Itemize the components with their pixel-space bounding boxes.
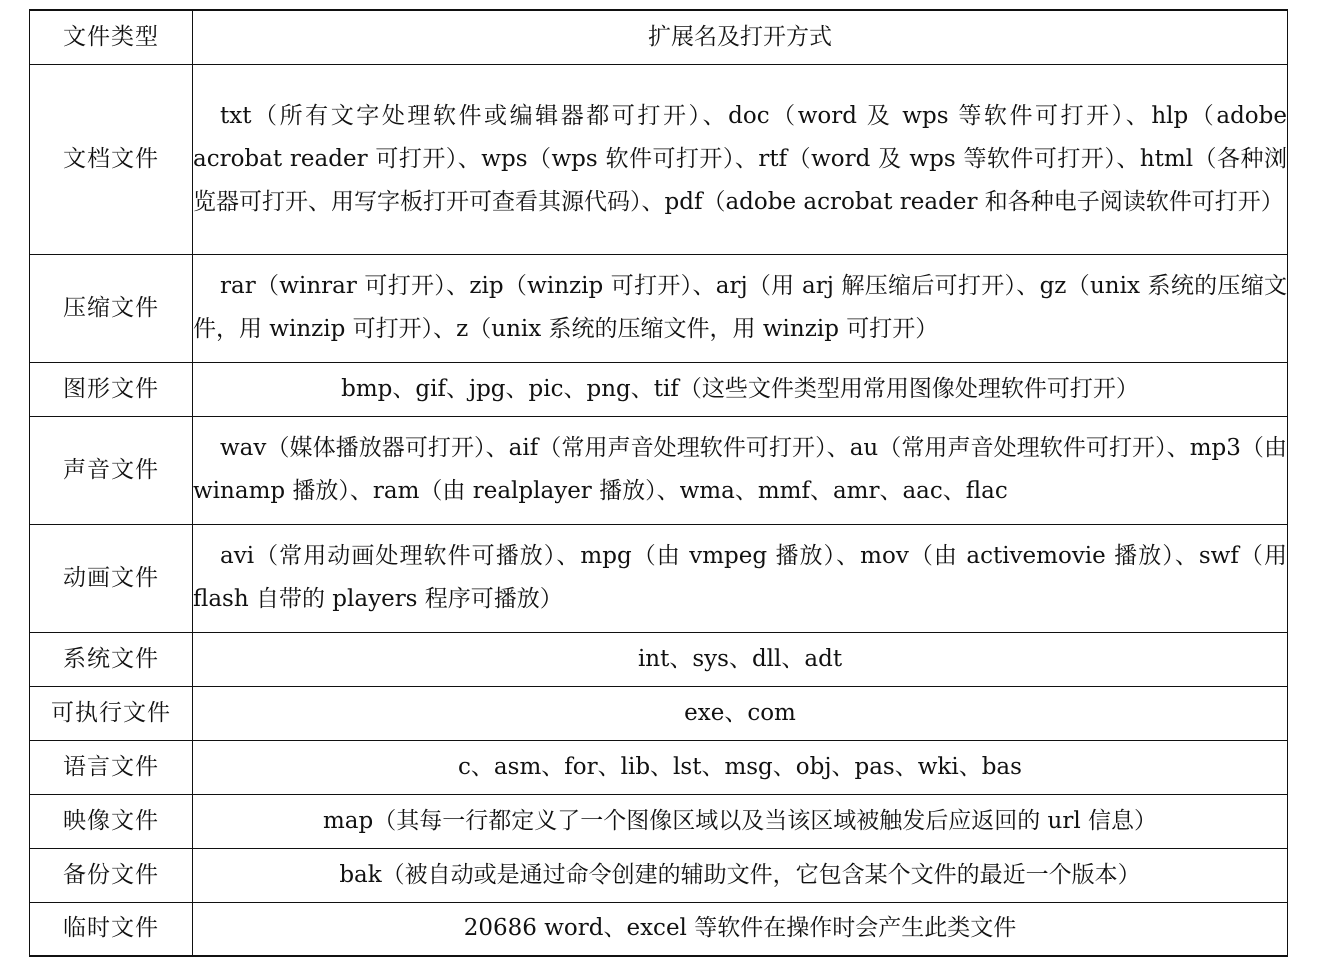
row-type-cell: 文档文件	[30, 64, 193, 254]
row-type-cell: 可执行文件	[30, 686, 193, 740]
row-desc-cell: map（其每一行都定义了一个图像区域以及当该区域被触发后应返回的 url 信息）	[193, 794, 1288, 848]
row-desc-text: wav（媒体播放器可打开）、aif（常用声音处理软件可打开）、au（常用声音处理软件可打开）、mp3（由 winamp 播放）、ram（由 realplayer 播放）、wma、mmf、amr、aac、flac	[193, 435, 1287, 504]
row-desc-cell: int、sys、dll、adt	[193, 632, 1288, 686]
table-row	[30, 794, 1288, 848]
row-type-cell: 临时文件	[30, 902, 193, 956]
row-desc-cell: c、asm、for、lib、lst、msg、obj、pas、wki、bas	[193, 740, 1288, 794]
row-desc-cell: exe、com	[193, 686, 1288, 740]
row-type-cell: 动画文件	[30, 524, 193, 632]
row-desc-cell: bak（被自动或是通过命令创建的辅助文件，它包含某个文件的最近一个版本）	[193, 848, 1288, 902]
row-type-cell: 压缩文件	[30, 254, 193, 362]
header-type-cell: 文件类型	[30, 10, 193, 64]
row-desc-text: avi（常用动画处理软件可播放）、mpg（由 vmpeg 播放）、mov（由 activemovie 播放）、swf（用 flash 自带的 players 程序可播放）	[193, 543, 1287, 612]
row-type-cell: 备份文件	[30, 848, 193, 902]
table-row	[30, 632, 1288, 686]
table-row	[30, 686, 1288, 740]
table-row	[30, 254, 1288, 362]
table-header-row	[30, 10, 1288, 64]
row-desc-cell	[193, 416, 1288, 524]
file-type-table	[29, 9, 1288, 957]
row-desc-cell: bmp、gif、jpg、pic、png、tif（这些文件类型用常用图像处理软件可打开）	[193, 362, 1288, 416]
table-row	[30, 416, 1288, 524]
header-desc-cell: 扩展名及打开方式	[193, 10, 1288, 64]
row-desc-text: rar（winrar 可打开）、zip（winzip 可打开）、arj（用 arj 解压缩后可打开）、gz（unix 系统的压缩文件，用 winzip 可打开）、z（unix 系统的压缩文件，用 winzip 可打开）	[193, 273, 1287, 342]
table-row	[30, 740, 1288, 794]
table-row	[30, 902, 1288, 956]
table-row	[30, 362, 1288, 416]
table-row	[30, 64, 1288, 254]
row-desc-cell	[193, 64, 1288, 254]
row-type-cell: 系统文件	[30, 632, 193, 686]
row-type-cell: 语言文件	[30, 740, 193, 794]
row-desc-text: txt（所有文字处理软件或编辑器都可打开）、doc（word 及 wps 等软件可打开）、hlp（adobe acrobat reader 可打开）、wps（wps 软件可打开）、rtf（word 及 wps 等软件可打开）、html（各种浏览器可打开、用写字板打开可查看其源代码）、pdf（adobe acrobat reader 和各种电子阅读软件可打开）	[193, 102, 1287, 215]
row-desc-cell: 20686 word、excel 等软件在操作时会产生此类文件	[193, 902, 1288, 956]
row-desc-cell	[193, 254, 1288, 362]
row-type-cell: 映像文件	[30, 794, 193, 848]
row-desc-cell	[193, 524, 1288, 632]
row-type-cell: 图形文件	[30, 362, 193, 416]
row-type-cell: 声音文件	[30, 416, 193, 524]
table-row	[30, 848, 1288, 902]
table-row	[30, 524, 1288, 632]
